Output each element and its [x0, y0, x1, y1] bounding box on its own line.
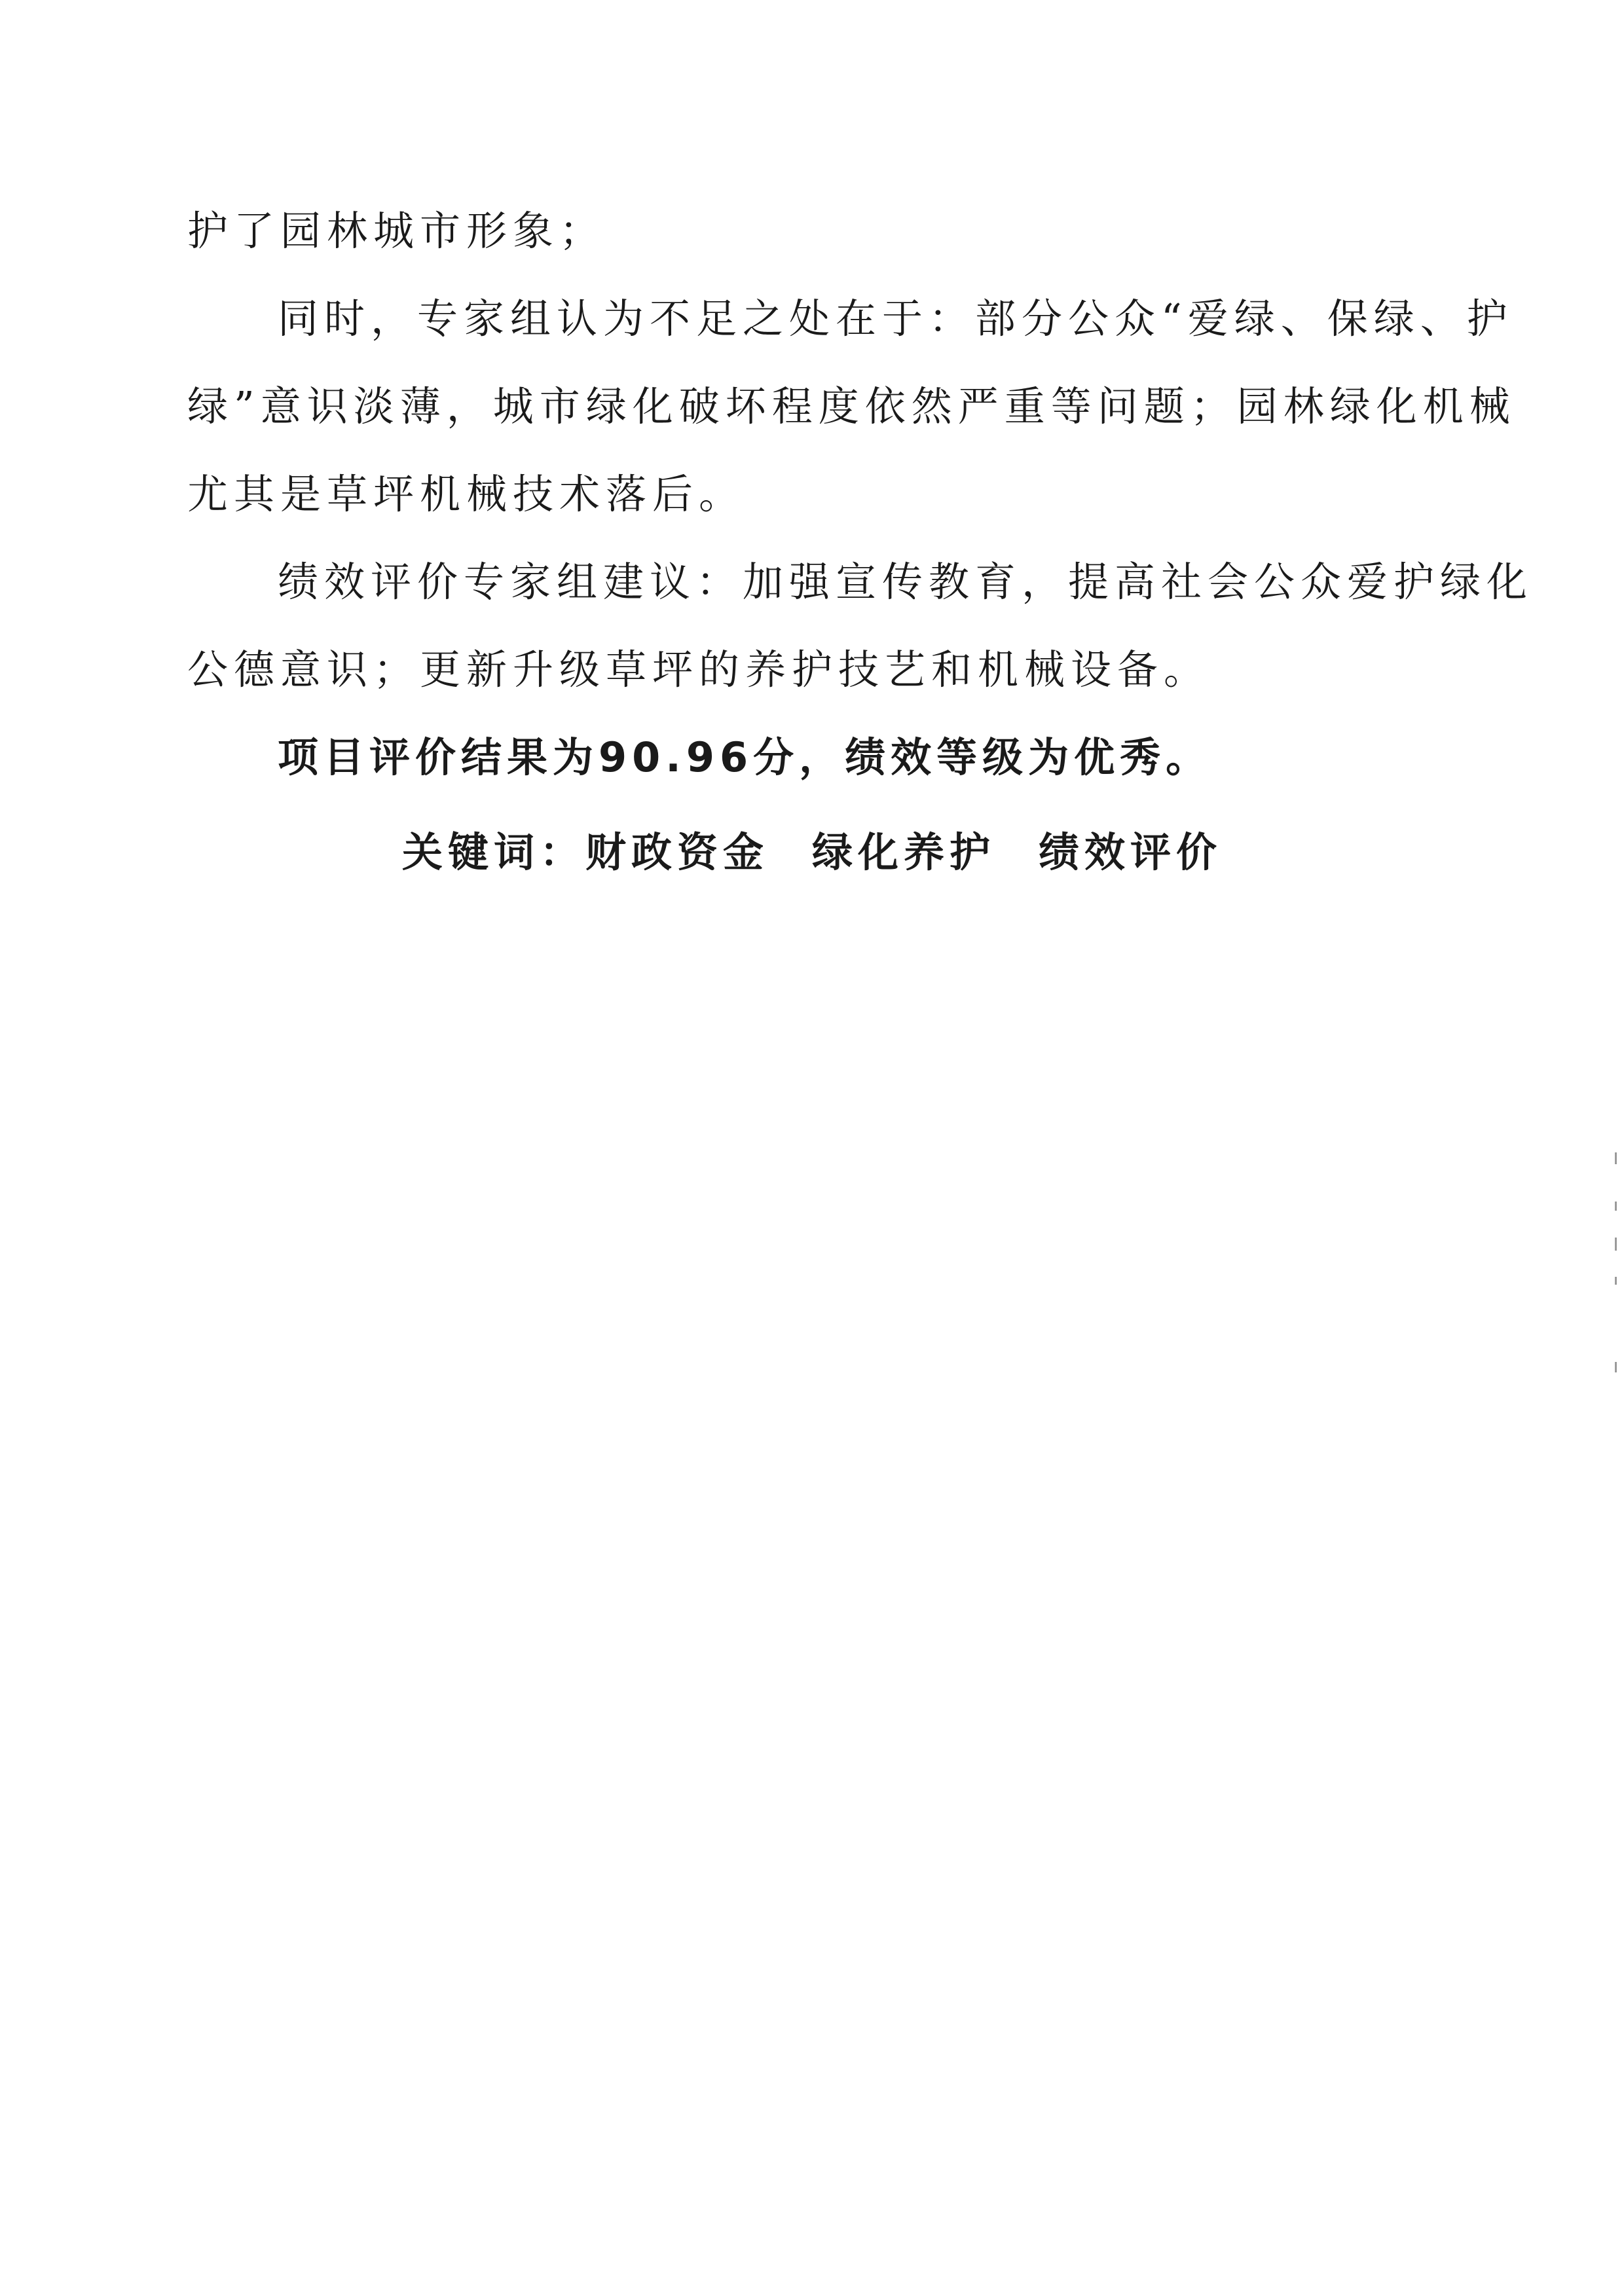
evaluation-result: 项目评价结果为90.96分，绩效等级为优秀。 [278, 733, 1212, 781]
paragraph-1-line-1: 护了园林城市形象； [187, 207, 606, 255]
scan-mark [1615, 1152, 1617, 1164]
paragraph-2-line-2: 绿”意识淡薄，城市绿化破坏程度依然严重等问题；园林绿化机械 [187, 382, 1516, 430]
keyword-item: 绩效评价 [1039, 828, 1223, 876]
scan-mark [1615, 1238, 1617, 1251]
keyword-item: 财政资金 [585, 828, 769, 876]
paragraph-2-line-3: 尤其是草坪机械技术落后。 [187, 470, 746, 518]
paragraph-3-line-2: 公德意识；更新升级草坪的养护技艺和机械设备。 [187, 646, 1211, 693]
paragraph-2-line-1: 同时，专家组认为不足之处在于：部分公众“爱绿、保绿、护 [278, 295, 1513, 342]
scan-mark [1615, 1362, 1617, 1372]
scan-mark [1615, 1202, 1617, 1211]
body-text [187, 207, 1534, 781]
scan-mark [1615, 1277, 1617, 1285]
keyword-item: 绿化养护 [812, 828, 996, 876]
keywords-label: 关键词： [401, 828, 585, 876]
paragraph-3-line-1: 绩效评价专家组建议：加强宣传教育，提高社会公众爱护绿化 [278, 558, 1534, 606]
keywords-line [0, 826, 1624, 879]
